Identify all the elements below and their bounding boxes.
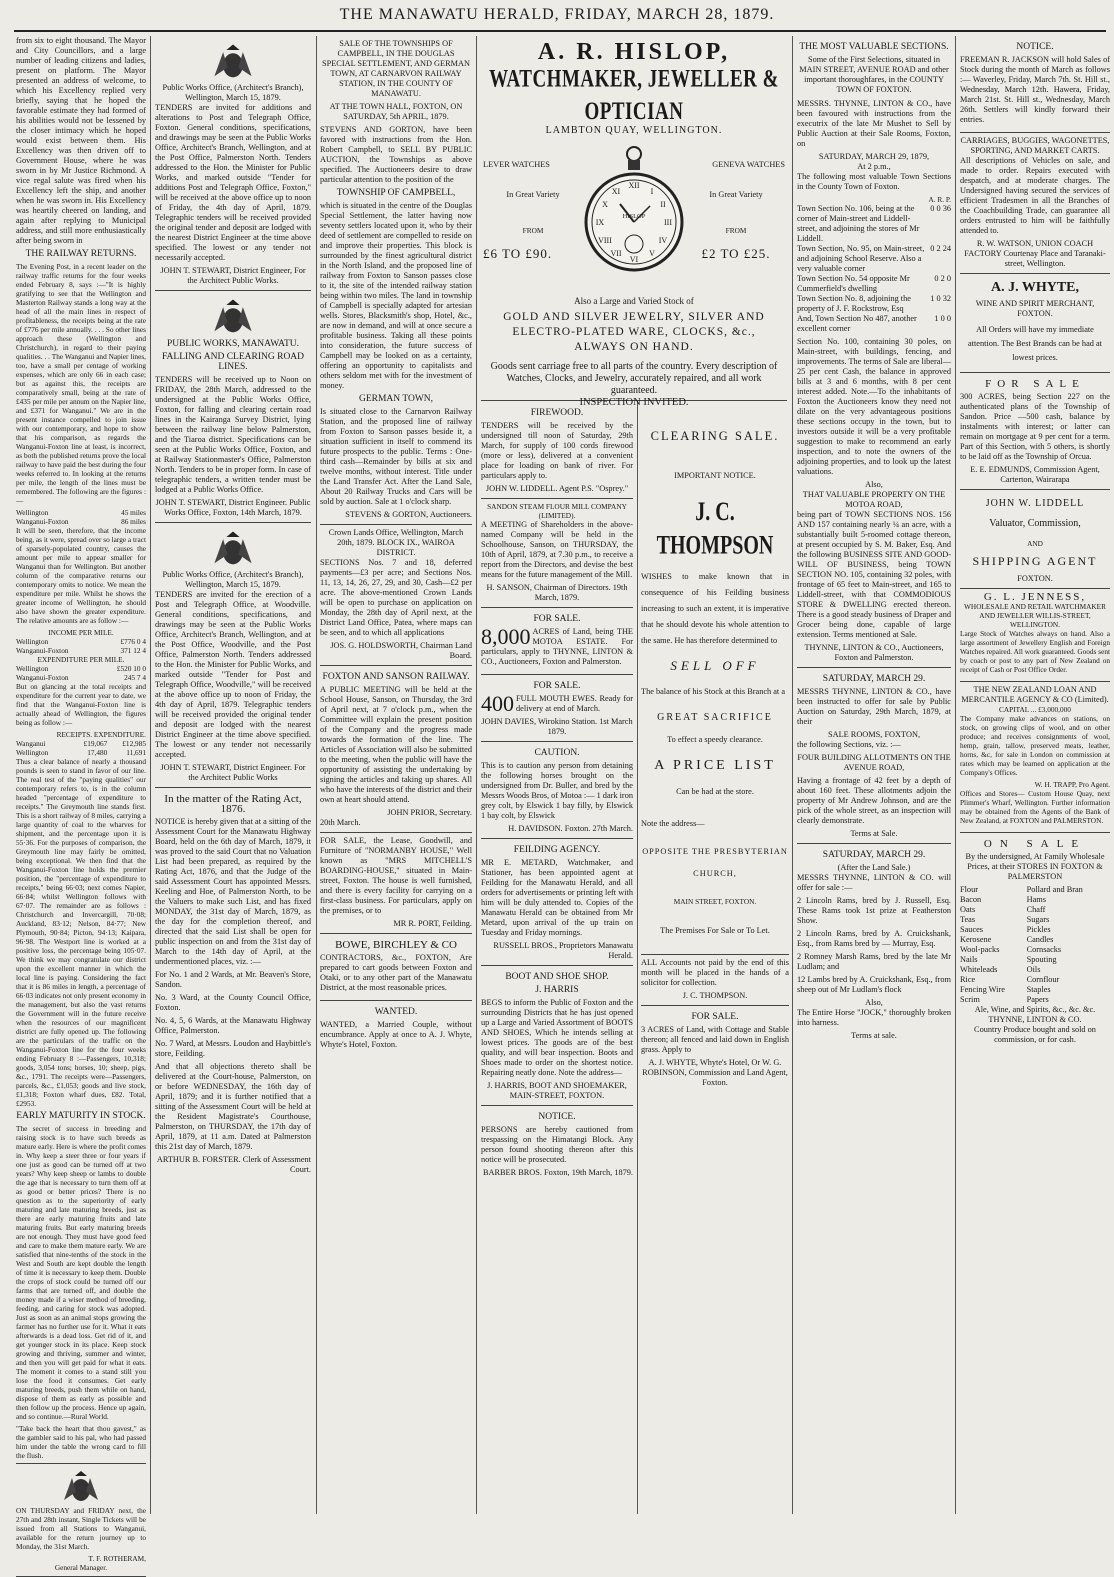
table-title: RECEIPTS. EXPENDITURE. bbox=[56, 730, 146, 739]
ad-paragraph: WISHES to make known that in consequence of his Feilding business increasing to such an extent, it is imperative that he should devote his whole attention to the same. He has therefore determined to bbox=[641, 572, 789, 645]
ad-subheading: (After the Land Sale.) bbox=[837, 863, 911, 872]
ad-heading: PUBLIC WORKS, MANAWATU. bbox=[166, 339, 300, 349]
goods-table bbox=[960, 885, 1110, 1005]
office-line: Public Works Office, (Architect's Branch), Wellington, March 15, 1879. bbox=[162, 570, 304, 589]
news-column-4 bbox=[481, 402, 633, 1512]
big-number: 8,000 bbox=[481, 624, 531, 649]
ad-heading: BOOT AND SHOE SHOP. bbox=[505, 972, 609, 982]
ad-paragraph: MESSRS THYNNE, LINTON & CO., have been instructed to offer for sale by Public Auction on Saturday, 29th March, 1879, at their bbox=[797, 687, 951, 726]
ad-heading: SALE OF THE TOWNSHIPS OF CAMPBELL, IN THE DOUGLAS SPECIAL SETTLEMENT, AND GERMAN TOWN, AT CARNARVON RAILWAY STATION, IN THE COUNTY OF MANAWATU. bbox=[322, 39, 470, 98]
terms-label: Terms at Sale. bbox=[850, 829, 898, 838]
svg-text:IV: IV bbox=[658, 236, 668, 245]
table-row: Wellington £520 10 0 bbox=[16, 664, 146, 673]
sale-place: AT THE TOWN HALL, FOXTON, ON SATURDAY, 5th APRIL, 1879. bbox=[329, 102, 463, 121]
watch-illustration bbox=[584, 144, 684, 284]
merchant-name: A. J. WHYTE, bbox=[990, 280, 1080, 295]
ad-signature: STEVENS & GORTON, Auctioneers. bbox=[345, 510, 472, 519]
ad-signature: JOHN T. STEWART, District Engineer. Public Works Office, Foxton, 14th March, 1879. bbox=[155, 498, 311, 517]
ad-paragraph: FOR SALE, the Lease, Goodwill, and Furniture of "NORMANBY HOUSE," Well known as "MRS MITCHELL'S BOARDING-HOUSE," situated in Main-street, Foxton. The house is well furnished, and there is every facility for carrying on a first-class business. For particulars, apply on the premises, or to bbox=[320, 836, 472, 915]
column-divider bbox=[150, 36, 151, 1514]
cottage-sale-ad bbox=[641, 1006, 789, 1092]
article-paragraph: from six to eight thousand. The Mayor and City Councillors, and a large number of leading citizens and ladies, present on platform. The Mayor presented an address of welcome, to which his Excellency replied very briefly, saying that he hoped the favorable estimate they had formed of his abilities would not be lessened by the closer intimacy which he hoped would exist between them. His Excellency was then driven off to Government House, where he was sworn in by Mr Justice Richmond. A vice regal salute was fired when his Excellency left the ship, and another when he was sworn in. His Excellency was heartily cheered on landing, and again after replying to Municipal address, and still more enthusiastically after being sworn in bbox=[16, 36, 146, 245]
ad-paragraph: being part of TOWN SECTIONS NOS. 156 AND 157 containing nearly ¼ an acre, with a substantially built 5-roomed cottage thereon, at present occupied by S. M. Baker, Esq. And the following BUSINESS SITE AND GOOD-WILL OF BUSINESS, being TOWN SECTION NO. 105, containing 32 poles, with frontage of 65 feet to Main-street, and 165 to Liddell-street, with that COMMODIOUS STORE & DWELLING erected thereon. There is a good steady business of Draper and Grocer being done, capable of large extension. Terms mentioned at Sale. bbox=[797, 510, 951, 639]
merchant-name: G. L. JENNESS, bbox=[983, 591, 1087, 603]
table-row: Teas Sugars bbox=[960, 915, 1050, 924]
ad-subheading: WINE AND SPIRIT MERCHANT, FOXTON. bbox=[975, 299, 1095, 318]
ad-heading: BOWE, BIRCHLEY & CO bbox=[335, 939, 457, 951]
ad-signature: H. DAVIDSON. Foxton. 27th March. bbox=[508, 824, 633, 833]
ad-paragraph: Can be had at the store. bbox=[676, 787, 754, 796]
hislop-ad bbox=[481, 36, 787, 408]
ad-paragraph: Offices and Stores— Custom House Quay, next Plimmer's Wharf, Wellington. Further information may be obtained from the Agents of the Bank of New Zealand, at FOXTON and PALMERSTON. bbox=[960, 789, 1110, 825]
feilding-agency-ad bbox=[481, 839, 633, 966]
township-sale-ad bbox=[320, 36, 472, 525]
ad-signature: THYNNE, LINTON & CO., Auctioneers, Foxton and Palmerston. bbox=[804, 643, 944, 662]
news-column-3 bbox=[320, 36, 472, 1514]
svg-text:X: X bbox=[602, 200, 608, 209]
sale-date: SATURDAY, MARCH 29, 1879, bbox=[818, 152, 930, 161]
hislop-place: LAMBTON QUAY, WELLINGTON. bbox=[545, 125, 723, 136]
table-row: Kerosene Candles bbox=[960, 935, 1054, 944]
ad-signature: THYNNE, LINTON & CO. bbox=[988, 1015, 1082, 1024]
ad-signature: General Manager. bbox=[54, 1563, 108, 1572]
great-sacrifice-label: GREAT SACRIFICE bbox=[657, 712, 773, 723]
ad-paragraph: MESSRS. THYNNE, LINTON & CO., have been favoured with instructions from the executrix of the late Mr Mushet to Sell by Public Auction at their Sale Rooms, Foxton, on bbox=[797, 99, 951, 148]
allotments-heading: FOUR BUILDING ALLOTMENTS ON THE AVENUE ROAD, bbox=[797, 753, 951, 772]
ad-paragraph: The following most valuable Town Sections in the County Town of Foxton. bbox=[797, 172, 951, 191]
also-label: Also, bbox=[865, 998, 883, 1007]
road-lines-ad bbox=[155, 291, 311, 523]
ad-signature: JOHN T. STEWART, District Engineer. For the Architect Public Works bbox=[160, 763, 306, 782]
ad-paragraph: SECTIONS Nos. 7 and 18, deferred payments—£3 per acre; and Sections Nos. 11, 13, 14, 26, 27, 29, and 30, Cash—£2 per acre. The above-mentioned Crown Lands will be open to purchase on application on Monday, the 28th day of April next, at the District Land Office, Patea, where maps can be seen, and to which all applications bbox=[320, 558, 472, 637]
hislop-also: Also a Large and Varied Stock of bbox=[574, 296, 694, 306]
ad-signature: J. HARRIS, BOOT AND SHOEMAKER, MAIN-STREET, FOXTON. bbox=[487, 1081, 627, 1100]
trespass-notice-ad bbox=[481, 1106, 633, 1182]
contractors-ad bbox=[320, 934, 472, 1001]
table-row: Wool-packs Cornsacks bbox=[960, 945, 1062, 954]
svg-text:II: II bbox=[660, 200, 666, 209]
ad-paragraph: STEVENS AND GORTON, have been favored with instructions from the Hon. Robert Campbell, to SELL BY PUBLIC AUCTION, the Townships as above specified. The Auctioneers desire to draw particular attention to the position of the bbox=[320, 125, 472, 184]
hislop-goods: GOLD AND SILVER JEWELRY, SILVER AND ELECTRO-PLATED WARE, CLOCKS, &c., ALWAYS ON HAND. bbox=[503, 311, 765, 353]
ad-signature: BARBER BROS. Foxton, 19th March, 1879. bbox=[482, 1168, 633, 1177]
column-divider bbox=[637, 400, 638, 1514]
ad-subheading: THAT VALUABLE PROPERTY ON THE MOTOA ROAD, bbox=[802, 490, 946, 509]
ad-subheading: SHIPPING AGENT bbox=[972, 554, 1098, 568]
table-title: EXPENDITURE PER MILE. bbox=[37, 655, 125, 664]
list-item: 12 Lambs bred by A. Cruickshank, Esq., from sheep out of Mr Ludlam's flock bbox=[797, 975, 951, 994]
royal-crest-icon bbox=[60, 1470, 102, 1504]
news-column-6 bbox=[797, 36, 951, 1514]
ad-paragraph: Is situated close to the Carnarvon Railway Station, and the proposed line of railway from Foxton to Sanson passes beside it, a situation sufficient in itself to commend its future prospects to the public. Terms : One-third cash—Remainder by bills at six and twelve months, without interest. Title under the Land Transfer Act. After the Land Sale, About 20 Railway Trucks and Cars will be sold by auction. Sale at 1 o'clock sharp. bbox=[320, 407, 472, 506]
ad-paragraph: All Orders will have my immediate attention. The Best Brands can be had at lowest prices. bbox=[968, 325, 1102, 362]
ad-signature: R. W. WATSON, UNION COACH FACTORY Courtenay Place and Taranaki-street, Wellington. bbox=[964, 239, 1106, 268]
ad-subheading: FALLING AND CLEARING ROAD LINES. bbox=[161, 352, 305, 372]
boot-shop-ad bbox=[481, 966, 633, 1106]
also-label: Also, bbox=[865, 480, 883, 489]
hislop-note: Goods sent carriage free to all parts of the country. Every description of Watches, Clocks, and Jewelry, accurately repaired, and all work guaranteed. bbox=[490, 361, 778, 396]
lots-table bbox=[797, 204, 951, 334]
table-row: Wellington £776 0 4 bbox=[16, 637, 146, 646]
table-row: Wanganui-Foxton 245 7 4 bbox=[16, 673, 146, 682]
ad-heading: NOTICE. bbox=[538, 1112, 576, 1122]
watch-sub: In Great Variety bbox=[709, 190, 763, 199]
ad-paragraph: And that all objections thereto shall be delivered at the Court-house, Palmerston, on or before WEDNESDAY, the 16th day of April, 1879; and it is further notified that a sitting of the Assessment Court will be held at the Resident Magistrate's Courthouse, Palmerston, on THURSDAY, the 17th day of April, 1879, at 11 a.m. Dated at Palmerston this 21st day of March, 1879. bbox=[155, 1062, 311, 1151]
wanted-ad bbox=[320, 1001, 472, 1057]
hislop-invite: INSPECTION INVITED. bbox=[579, 397, 689, 408]
shop-address: OPPOSITE THE PRESBYTERIAN CHURCH, bbox=[642, 847, 788, 878]
watch-from: FROM bbox=[522, 226, 544, 235]
rams-sale-ad bbox=[797, 844, 951, 1045]
normanby-house-ad bbox=[320, 833, 472, 934]
column-divider bbox=[955, 36, 956, 1514]
ad-paragraph: CONTRACTORS, &c., FOXTON, Are prepared to cart goods between Foxton and Otaki, or to any other part of the Manawatu District, at the most reasonable prices. bbox=[320, 953, 472, 992]
table-row: Scrim Papers bbox=[960, 995, 1049, 1004]
railway-ad bbox=[16, 1463, 146, 1577]
firewood-ad bbox=[481, 402, 633, 499]
ad-heading: FEILDING AGENCY. bbox=[513, 845, 601, 855]
ad-paragraph: The Company make advances on stations, on stock, on growing clips of wool, and on other produce; and receives consignments of wool, hemp, grain, tallow, preserved meats, leather, horns, &c, for sale in London on commission at rates which may be learned on application at the Company's Offices. bbox=[960, 714, 1110, 777]
header-rule bbox=[14, 30, 1106, 32]
svg-text:V: V bbox=[649, 249, 655, 258]
table-title: INCOME PER MILE. bbox=[48, 628, 114, 637]
ad-paragraph: This is to caution any person from detaining the following horses brought on the undersigned from Dr. Buller, and bred by the Messrs Woods Bros, of Motoa :— 1 dark iron grey colt, by Elswick 1 bay filly, by Elswick 1 bay colt, by Elswick bbox=[481, 761, 633, 820]
table-row: Town Section No. 8, adjoining the property of J. F. Rockstrow, Esq 1 0 32 bbox=[797, 294, 951, 313]
ad-paragraph: The Premises For Sale or To Let. bbox=[660, 926, 770, 935]
ad-paragraph: TENDERS will be received up to Noon on FRIDAY, the 28th March, addressed to the undersigned at the Public Works Office, Foxton, for falling and clearing certain road lines in the Kairanga Survey District, lying between the railway line below Palmerston, and the Tiaroa district. Specifications can be seen at the Public Works Office, Foxton, and at Railway Stationmaster's Office, Palmerston North. Tenders to be in proper form. In case of telegraphic tenders, a written tender must be lodged at a Public Works Office. bbox=[155, 375, 311, 494]
ad-heading: Crown Lands Office, Wellington, March 20th, 1879. BLOCK IX., WAIROA DISTRICT. bbox=[328, 528, 464, 557]
ad-heading: ON SALE bbox=[983, 838, 1087, 850]
on-sale-ad bbox=[960, 833, 1110, 1052]
ad-heading: CLEARING SALE. bbox=[650, 429, 780, 443]
accounts-ad bbox=[641, 955, 789, 1006]
sale-time: At 2 p.m., bbox=[857, 162, 891, 171]
motoa-estate-ad bbox=[481, 608, 633, 675]
ad-paragraph: which is situated in the centre of the Douglas Special Settlement, the latter having now seventy settlers located upon it, who by their deed of settlement are compelled to reside on and improve their properties. This block is surrounded by the finest agricultural district in the North Island, and the proposed line of railway from Foxton to Sanson passes close to it, the site of the intended railway station being within two miles. The land in township of Campbell is specially adapted for artesian wells. Stores, Blacksmith's shop, Hotel, &c., are now in demand, and will at once secure a profitable business. Taking all these points into consideration, the future success of Campbell may be looked on as a certainty, offering an opportunity to capitalists and others seldom met with for the investment of money. bbox=[320, 201, 472, 390]
ad-signature: JOHN DAVIES, Wirokino Station. 1st March 1879. bbox=[481, 717, 633, 736]
list-item: No. 7 Ward, at Messrs. Loudon and Haybittle's store, Feilding. bbox=[155, 1039, 311, 1058]
big-number: 400 bbox=[481, 691, 514, 716]
list-item: 2 Romney Marsh Rams, bred by the late Mr Ludlam; and bbox=[797, 952, 951, 971]
ad-signature: JOS. G. HOLDSWORTH, Chairman Land Board. bbox=[330, 641, 472, 660]
svg-text:I: I bbox=[650, 187, 654, 196]
ad-paragraph: By the undersigned, At Family Wholesale Prices, at their STORES IN FOXTON & PALMERSTON bbox=[965, 852, 1105, 881]
rating-act-ad bbox=[155, 788, 311, 1179]
allotments-sale-ad bbox=[797, 668, 951, 844]
list-item: 2 Lincoln Rams, bred by A. Cruickshank, Esq., from Rams bred by — Murray, Esq. bbox=[797, 929, 951, 948]
stock-sales-notice bbox=[960, 36, 1110, 133]
table-row: Flour Pollard and Bran bbox=[960, 885, 1083, 894]
terms-label: Terms at sale. bbox=[851, 1031, 897, 1040]
geneva-watches bbox=[687, 160, 785, 259]
table-row: Town Section No. 106, being at the corner of Main-street and Liddell-street, and adjoining the stores of Mr Liddell. 0 0 36 bbox=[797, 204, 951, 243]
table-row: Fencing Wire Staples bbox=[960, 985, 1051, 994]
table-row: Wanganui £19,067 £12,985 bbox=[16, 739, 146, 748]
watch-price: £2 TO £25. bbox=[701, 246, 771, 261]
ad-heading: FOR SALE. bbox=[691, 1012, 739, 1022]
ad-signature: JOHN W. LIDDELL. Agent P.S. "Osprey." bbox=[485, 484, 629, 493]
ad-paragraph: ON THURSDAY and FRIDAY next, the 27th and 28th instant, Single Tickets will be issued from all Stations to Wanganui, available for the return journey up to Monday, the 31st March. bbox=[16, 1506, 146, 1551]
ad-paragraph: A PUBLIC MEETING will be held at the School House, Sanson, on Thursday, the 3rd of April next, at 7 o'clock p.m., when the Committee will explain the present position of the Company and the progress made towards the formation of the line. The Articles of Association will also be submitted to the meeting, when the public will have the opportunity of assisting the undertaking by signing the articles and taking up shares. All who have the interests of the district and their own at heart should attend. bbox=[320, 685, 472, 804]
column-divider bbox=[316, 36, 317, 1514]
capital-line: CAPITAL ... £3,000,000 bbox=[999, 705, 1071, 714]
article-paragraph: The secret of success in breeding and raising stock is to have such breeds as mature early. Here is where the profit comes in. Why keep a steer three or four years if one just as good can be turned off at two years? Why keep sheep or lambs to double the age that is necessary to turn them off at as good or better prices? There is no question as to the superiority of early maturing and late maturing breeds, just as there are early maturing fruits and late maturing fruits. But early maturing breeds are not enough. They must have good feed and care to make them mature early. We are satisfied that nine-tenths of the stock in the West and South are kept double the length of time it is necessary to keep them. Double the crops of stock could be turned off our farms that are turned off, and double the money made if a wiser method of breeding, feeding, and caring for stock was adopted. Just as soon as an animal stops growing the farmer has no further use for it. What it eats afterwards is a dead loss. Get rid of it, and get younger stock in its place. Keep stock growing and thriving, summer and winter, and then you will get paid for what it eats. The moment it comes to a stand still you lose the food it consumes. Get early maturing breeds, push them while on hand, dispose of them as early as possible and then follow up the process. Hence up again, and so continue.—Rural World. bbox=[16, 1124, 146, 1421]
ad-paragraph: MR E. METARD, Watchmaker, and Stationer, has been appointed agent at Feilding for the Manawatu Herald, and all orders for advertisements or printing left with him will be duly attended to. Copies of the Manawatu Herald can be obtained from Mr Metard, upon arrival of the up train on Tuesday and Friday mornings. bbox=[481, 858, 633, 937]
ad-paragraph: MESSRS THYNNE, LINTON & CO. will offer for sale :— bbox=[797, 873, 951, 892]
watch-from: FROM bbox=[725, 226, 747, 235]
ad-signature: T. F. ROTHERAM, bbox=[88, 1554, 146, 1563]
watch-section bbox=[481, 144, 787, 294]
ad-signature: ARTHUR B. FORSTER. Clerk of Assessment Court. bbox=[156, 1155, 311, 1174]
ad-heading: SATURDAY, MARCH 29. bbox=[822, 850, 926, 860]
royal-crest-icon bbox=[210, 43, 256, 81]
ad-subheading: WHOLESALE AND RETAIL WATCHMAKER AND JEWELLER WILLIS-STREET, WELLINGTON. bbox=[964, 602, 1106, 629]
table-row: Whiteleads Oils bbox=[960, 965, 1041, 974]
list-item: For No. 1 and 2 Wards, at Mr. Beaven's Store, Sandon. bbox=[155, 970, 311, 989]
table-row: Bacon Hams bbox=[960, 895, 1046, 904]
flour-mill-ad bbox=[481, 499, 633, 608]
sale-rooms: SALE ROOMS, FOXTON, bbox=[827, 730, 921, 739]
ad-subheading: Valuator, Commission, bbox=[989, 518, 1081, 529]
news-column-1 bbox=[16, 36, 146, 1572]
ad-subheading: TOWNSHIP OF CAMPBELL, bbox=[336, 188, 456, 198]
wine-merchant-ad bbox=[960, 274, 1110, 373]
shop-address: MAIN STREET, FOXTON. bbox=[673, 897, 757, 906]
column-divider bbox=[476, 36, 477, 1514]
ad-paragraph: All descriptions of Vehicles on sale, and made to order. Repairs executed with despatch, and at moderate charges. The Undersigned having secured the services of efficient Tradesmen in all the Branches of the Coachbuilding Trade, can guarantee all orders entrusted to him will be faithfully attended to. bbox=[960, 156, 1110, 235]
ad-paragraph: FREEMAN R. JACKSON will hold Sales of Stock during the month of March as follows :— Waverley, Friday, March 7th. St. Hill st., Wednesday, March 12th. Hawera, Friday, March 21st. St. Hill st., Wednesday, March 26th. Settlers will kindly forward their entries. bbox=[960, 55, 1110, 124]
article-heading: EARLY MATURITY IN STOCK. bbox=[16, 1111, 146, 1121]
ad-signature: E. E. EDMUNDS, Commission Agent, Carterton, Wairarapa bbox=[970, 465, 1100, 484]
post-office-tender-ad bbox=[155, 36, 311, 291]
ad-paragraph: BEGS to inform the Public of Foxton and the surrounding Districts that he has just opened up a Large and Varied Assortment of BOOTS AND SHOES, Which he intends selling at lowest prices. The goods are of the best quality, and will bear inspection. Boots and Shoes made to order on the shortest notice. Repairing neatly done. Note the address— bbox=[481, 998, 633, 1077]
expenditure-table bbox=[16, 664, 146, 682]
caution-ad bbox=[481, 742, 633, 839]
ad-paragraph: The balance of his Stock at this Branch at a bbox=[641, 687, 785, 696]
ad-subheading: IMPORTANT NOTICE. bbox=[674, 471, 756, 480]
ad-paragraph: TENDERS are invited for the erection of a Post and Telegraph Office, at Woodville. General conditions, specifications, and drawings may be seen at the Public Works Office, Architect's Branch, Wellington, and at the Post Office, Woodville, and the Post Office, Palmerston North. Tenders addressed to the Hon. the Minister for Public Works, and marked outside "Tender for Post and Telegraph Office, Woodville," will be received at the above office up to noon of Friday, the 4th day of April, 1879. Telegraphic tenders will be received provided the original tender and deposit are lodged with the nearest District Engineer at the time above specified. The lowest or any tender not necessarily accepted. bbox=[155, 590, 311, 759]
ad-paragraph: Note the address— bbox=[641, 819, 705, 828]
ad-paragraph: 300 ACRES, being Section 227 on the authenticated plans of the Township of Sandon. Price —500 cash, balance by instalments with interest; or latter can remain on mortgage at 9 per cent for a term. Part of this Section, with 5 others, is shortly to be laid off as the Township of Orcua. bbox=[960, 392, 1110, 461]
masthead: THE MANAWATU HERALD, FRIDAY, MARCH 28, 1879. bbox=[339, 6, 775, 23]
income-table bbox=[16, 637, 146, 655]
ad-paragraph: Large Stock of Watches always on hand. Also a large assortment of Jewellery English and Foreign Watches repaired. All work guaranteed. Goods sent by coach or post to any part of New Zealand on receipt of Cash or Post Office Order. bbox=[960, 629, 1110, 674]
watch-label: LEVER WATCHES bbox=[483, 160, 550, 169]
hislop-trade: WATCHMAKER, JEWELLER & OPTICIAN bbox=[489, 64, 779, 126]
watch-sub: In Great Variety bbox=[506, 190, 560, 199]
receipts-table bbox=[16, 739, 146, 757]
merchant-name: J. C. THOMPSON bbox=[656, 497, 774, 561]
table-row: Nails Spouting bbox=[960, 955, 1057, 964]
ad-signature: H. SANSON, Chairman of Directors. 19th March, 1879. bbox=[486, 583, 628, 602]
crown-lands-ad bbox=[320, 525, 472, 666]
article-heading: THE RAILWAY RETURNS. bbox=[25, 249, 137, 259]
miles-table bbox=[16, 508, 146, 526]
watch-label: GENEVA WATCHES bbox=[712, 160, 785, 169]
loan-agency-ad bbox=[960, 682, 1110, 833]
ad-signature: RUSSELL BROS., Proprietors Manawatu Herald. bbox=[493, 941, 633, 960]
article-paragraph: It will be seen, therefore, that the income being, as it were, spread over so large a tract of sparsely-populated country, causes the amount per mile to appear smaller for Wanganui than for Wellington. But another column of the comparative returns our contemporary omits to notice. We mean the expenditure per mile. Whilst he shows the greater income of Wellington, he should also have shown the greater expenditure. The relative amounts are as follow :— bbox=[16, 526, 146, 625]
ad-paragraph: PERSONS are hereby cautioned from trespassing on the Himatangi Block. Any person found shooting thereon after this notice will be prosecuted. bbox=[481, 1125, 633, 1164]
valuable-sections-ad bbox=[797, 36, 951, 668]
sell-off-label: SELL OFF bbox=[670, 658, 760, 673]
ad-heading: FOR SALE. bbox=[533, 681, 581, 691]
news-column-7 bbox=[960, 36, 1110, 1514]
ad-paragraph: the following Sections, viz. :— bbox=[797, 740, 901, 749]
woodville-tender-ad bbox=[155, 523, 311, 788]
table-row: And, Town Section No 487, another excellent corner 1 0 0 bbox=[797, 314, 951, 333]
dial-name: HISLOP bbox=[622, 213, 646, 220]
ad-heading: FIREWOOD. bbox=[530, 408, 584, 418]
ad-heading: SATURDAY, MARCH 29. bbox=[822, 674, 926, 684]
ad-signature: MR R. PORT, Feilding. bbox=[393, 919, 472, 928]
ad-heading: FOR SALE bbox=[985, 378, 1085, 390]
list-item: No. 4, 5, 6 Wards, at the Manawatu Highway Office, Palmerston. bbox=[155, 1016, 311, 1035]
ad-heading: FOXTON AND SANSON RAILWAY. bbox=[322, 672, 470, 682]
office-line: Public Works Office, (Architect's Branch), Wellington, March 15, 1879. bbox=[162, 83, 304, 102]
ad-subheading: GERMAN TOWN, bbox=[358, 394, 434, 404]
ad-paragraph: TENDERS are invited for additions and alterations to Post and Telegraph Office, Foxton. General conditions, specifications, and drawings may be seen at the Public Works Office, Architect's Branch, Wellington, and at the Post Office, Palmerston North. Tenders addressed to the Hon. the Minister for Public Works, and marked outside "Tender for additions Post and Telegraph Office, Foxton," will be received at the above office up to noon of Friday, the 4th day of April, 1879. Telegraphic tenders will be received provided the original tender and deposit are lodged with the nearest District Engineer at the time above specified. The lowest or any tender not necessarily accepted. bbox=[155, 103, 311, 262]
ad-paragraph: WANTED, a Married Couple, without encumbrance. Apply at once to A. J. Whyte, Whyte's Hotel, Foxton. bbox=[320, 1020, 472, 1049]
royal-crest-icon bbox=[210, 298, 256, 336]
watch-price: £6 TO £90. bbox=[483, 246, 553, 261]
ad-signature: A. J. WHYTE, Whyte's Hotel, Or W. G. ROBINSON, Commission and Land Agent, Foxton. bbox=[642, 1058, 788, 1087]
ad-paragraph: 3 ACRES of Land, with Cottage and Stable thereon; all fenced and laid down in English grass. Apply to bbox=[641, 1025, 789, 1054]
table-row: Wanganui-Foxton 371 12 4 bbox=[16, 646, 146, 655]
svg-text:III: III bbox=[664, 218, 672, 227]
ad-date: 20th March. bbox=[320, 818, 361, 827]
ad-paragraph: Country Produce bought and sold on commission, or for cash. bbox=[974, 1025, 1096, 1044]
ad-paragraph: A MEETING of Shareholders in the above-named Company will be held in the Schoolhouse, Sanson, on THURSDAY, the 10th of April, 1879, at 7.30 p.m., to receive a report from the Directors, and devise the best means for the future management of the Mill. bbox=[481, 520, 633, 579]
ad-heading: CAUTION. bbox=[534, 748, 580, 758]
jenness-ad bbox=[960, 589, 1110, 682]
ad-place: FOXTON. bbox=[1017, 574, 1053, 583]
ad-heading: FOR SALE. bbox=[533, 614, 581, 624]
ad-heading: CARRIAGES, BUGGIES, WAGONETTES, SPORTING, AND MARKET CARTS. bbox=[960, 136, 1110, 155]
ad-heading: NOTICE. bbox=[1016, 42, 1054, 52]
article-paragraph: But on glancing at the total receipts and expenditure for the current year to date, we find that the Wanganui-Foxton line is actually ahead of Wellington, the figures being as follow :— bbox=[16, 682, 146, 727]
and-label: AND bbox=[1027, 539, 1043, 548]
ad-paragraph: The Entire Horse "JOCK," thoroughly broken into harness. bbox=[797, 1008, 951, 1027]
table-row: Wanganui-Foxton 86 miles bbox=[16, 517, 146, 526]
list-item: 2 Lincoln Rams, bred by J. Russell, Esq. These Rams took 1st prize at Featherston Show. bbox=[797, 896, 951, 925]
royal-crest-icon bbox=[210, 530, 256, 568]
svg-text:XI: XI bbox=[611, 187, 621, 196]
ad-heading: WANTED. bbox=[374, 1007, 418, 1017]
svg-text:VI: VI bbox=[629, 255, 639, 264]
ad-subheading: Some of the First Selections, situated in MAIN STREET, AVENUE ROAD and other important thoroughfares, in the COUNTY TOWN OF FOXTON. bbox=[799, 55, 949, 94]
ad-paragraph: Having a frontage of 42 feet by a depth of about 160 feet. These allotments adjoin the property of Mr Andrew Johnson, and are the pick of the whole street, as an inspection will clearly demonstrate. bbox=[797, 776, 951, 825]
clearing-sale-ad bbox=[641, 402, 789, 955]
quote-paragraph: "Take back the heart that thou gavest," as the gambler said to his pal, who had passed him under the table the wrong card to fill the flush. bbox=[16, 1424, 146, 1460]
svg-text:XII: XII bbox=[628, 181, 640, 190]
table-row: Oats Chaff bbox=[960, 905, 1046, 914]
ad-paragraph: Ale, Wine, and Spirits, &c., &c. &c. bbox=[974, 1005, 1096, 1014]
ad-paragraph: Section No. 100, containing 30 poles, on Main-street, with buildings, fencing, and improvements. The terms of Sale are liberal—25 per cent Cash, the balance in approved bills at 3 and 6 months, with 8 per cent interest added. Note.—To the inhabitants of Foxton the Auctioneers know they need not dilate on the very advantageous positions these sections occupy in the town, but to investors outside it will be a very profitable suggestion to make to recommend an early inspection, and to note the owners of the adjoining properties, and to look up the latest valuations. bbox=[797, 337, 951, 476]
arp-header: A. R. P. bbox=[928, 195, 951, 204]
svg-text:VIII: VIII bbox=[598, 236, 612, 245]
article-paragraph: The Evening Post, in a recent leader on the railway traffic returns for the four weeks ended February 8, says :—"It is highly gratifying to see that the Wellington and Masterton Railway stands a long way at the head of all the main lines in respect of profitableness, the receipts being at the rate of £776 per mile annually. . . . So other lines approach these (Wellington and Christchurch), in regard to their paying qualities. . . The Wanganui and Napier lines, too, have a small per centage of working expenses, which are only 66 in each case; but as against this, the receipts are comparatively small, being at the rate of £435 per mile per annum on the Napier line, and £371 for Wanganui." We are in the present instance compelled to join issue with our contemporary, and hope to show that his comparison, as regards the Wanganui-Foxton line at least, is incorrect, as both the published returns prove the local railway to have paid the best during the four weeks referred to. In looking at the returns per mile, the length of the lines must be remembered. The following are the figures :— bbox=[16, 262, 146, 505]
land-sale-ad bbox=[960, 373, 1110, 490]
ad-signature: JOHN T. STEWART, District Engineer, For the Architect Public Works. bbox=[160, 266, 306, 285]
news-column-2 bbox=[155, 36, 311, 1514]
lever-watches bbox=[483, 160, 583, 259]
ad-paragraph: FULL MOUTH EWES. Ready for delivery at end of March. bbox=[516, 694, 633, 713]
ad-heading: In the matter of the Rating Act, 1876. bbox=[164, 793, 302, 815]
table-row: Town Section, No. 95, on Main-street, and adjoining School Reserve. Also a very valuable corner 0 2 24 bbox=[797, 244, 951, 273]
ad-heading: THE MOST VALUABLE SECTIONS. bbox=[799, 42, 949, 52]
ad-heading: THE NEW ZEALAND LOAN AND MERCANTILE AGENCY & CO (Limited). bbox=[961, 685, 1109, 704]
coach-factory-ad bbox=[960, 133, 1110, 274]
ad-signature: J. C. THOMPSON. bbox=[682, 991, 748, 1000]
ad-heading: SANDON STEAM FLOUR MILL COMPANY (LIMITED). bbox=[487, 502, 627, 520]
ad-paragraph: ACRES of Land, being THE MOTOA ESTATE. For particulars, apply to THYNNE, LINTON & CO., Auctioneers, Foxton and Palmerston. bbox=[481, 627, 633, 666]
merchant-name: JOHN W. LIDDELL bbox=[985, 498, 1085, 509]
ad-paragraph: To effect a speedy clearance. bbox=[667, 735, 763, 744]
page-header bbox=[0, 0, 1114, 36]
list-item: No. 3 Ward, at the County Council Office, Foxton. bbox=[155, 993, 311, 1012]
ad-signature: W. H. TRAPP, Pro Agent. bbox=[1034, 780, 1110, 789]
ad-paragraph: TENDERS will be received by the undersigned till noon of Saturday, 29th March, for supply of 100 cords firewood (more or less), delivered at a convenient place for loading on bank of river. For particulars apply to. bbox=[481, 421, 633, 480]
column-divider bbox=[792, 36, 793, 1514]
ewes-ad bbox=[481, 675, 633, 742]
ad-paragraph: ALL Accounts not paid by the end of this month will be placed in the hands of a solicitor for collection. bbox=[641, 958, 789, 987]
table-row: Sauces Pickles bbox=[960, 925, 1051, 934]
ad-paragraph: NOTICE is hereby given that at a sitting of the Assessment Court for the Manawatu Highway Board, held on the 6th day of March, 1879, it was proved to the said Court that no Valuation List had been prepared, as required by the Rating Act, 1876, and that the Judge of the said Assessment Court has appointed Messrs. Keeling and Hoe, of Palmerston North, to be the Valuers to make such List, and has fixed MONDAY, the 31st day of March, 1879, as the day for the completion thereof, and directed that the said List shall be open for public inspection on and from the 31st day of March to the 14th day of April, at the undermentioned places, viz. :— bbox=[155, 817, 311, 966]
price-list-label: A PRICE LIST bbox=[654, 758, 776, 773]
table-row: Wellington 17,480 11,691 bbox=[16, 748, 146, 757]
svg-text:IX: IX bbox=[595, 218, 605, 227]
table-row: Wellington 45 miles bbox=[16, 508, 146, 517]
svg-text:VII: VII bbox=[610, 249, 622, 258]
liddell-agent-ad bbox=[960, 490, 1110, 589]
hislop-name: A. R. HISLOP, bbox=[537, 39, 731, 65]
table-row: Rice Cornflour bbox=[960, 975, 1060, 984]
article-paragraph: Thus a clear balance of nearly a thousand pounds is seen to stand in favor of our line. The real test of the "paying qualities" our contemporary refers to, is in the column headed "percentage of expenditure to receipts." The Greymouth line stands first. This is a short railway of 8 miles, carrying a large quantity of coal to the wharves for shipment, and the percentage upon it is 55·36. For the purposes of comparison, the Greymouth line may fairly be omitted, being exceptional. We then find that the Wanganui-Foxton line holds the premier position, the "percentage of expenditure to receipts," being 66·03; next comes Napier, 66·84; whilst Wellington follows with 67·07. The remainder are as follows : Christchurch and Invercargill, 70·08; Auckland, 83·12; Nelson, 84·77; New Plymouth, 90·84; Picton, 94·13; Kaipara, 96·98. The Westport line is worked at a positive loss, the percentage being 105·07. We think we may congratulate our district upon the excellent manner in which the local line is paying. Considering the fact that it is 86 miles in length, a percentage of 66·03 indicates not only present economy in the management, but also the vast returns the Government will in the future receive when the resources of our magnificent district are fully opened up. The following are the particulars of the traffic on the Wanganui-Foxton line for the four weeks ending February 8 :—Passengers, 10,318; goods, 3,054 tons; horses, 10; sheep, pigs, &c., 1791. The receipts were—Passengers, parcels, &c., £1,053; goods and live stock, £1,318; Foxton wharf dues, £82. Total, £2953. bbox=[16, 757, 146, 1108]
shop-name: J. HARRIS bbox=[535, 985, 579, 995]
news-column-5 bbox=[641, 402, 789, 1512]
table-row: Town Section No. 54 opposite Mr Cummerfield's dwelling 0 2 0 bbox=[797, 274, 951, 293]
railway-meeting-ad bbox=[320, 666, 472, 833]
ad-signature: JOHN PRIOR, Secretary. bbox=[387, 808, 472, 817]
